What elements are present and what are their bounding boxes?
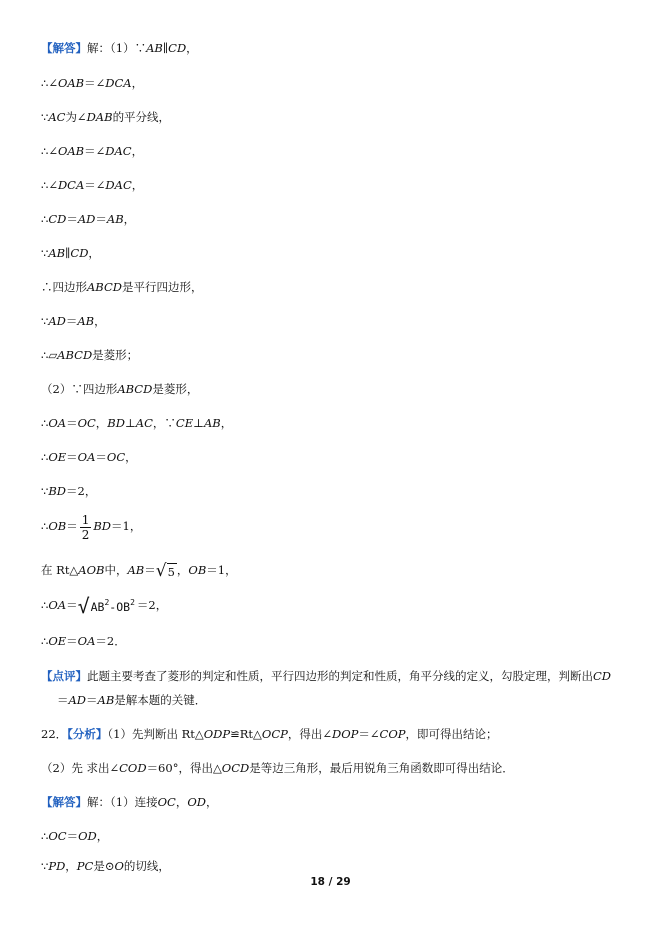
answer-tag-2: 【解答】 (41, 795, 87, 809)
solution-line-2: ∴∠OAB＝∠DCA， (41, 76, 144, 90)
solution-line-4: ∴∠OAB＝∠DAC， (41, 144, 144, 158)
solution-line-5: ∴∠DCA＝∠DAC， (41, 178, 144, 192)
solution-line-3: ∵AC为∠DAB的平分线， (41, 110, 171, 124)
q22-answer-line-2: ∴OC＝OD， (41, 829, 109, 843)
comment-line-1: 【点评】此题主要考查了菱形的判定和性质，平行四边形的判定和性质，角平分线的定义，勾股定理，判断出CD (41, 669, 612, 683)
q22-analysis-line-2: （2）先 求出∠COD＝60°，得出△OCD是等边三角形，最后用锐角三角函数即可得出结论． (41, 761, 514, 775)
solution-line-oe: ∴OE＝OA＝2． (41, 634, 126, 648)
solution-line-7: ∵AB∥CD， (41, 246, 100, 260)
solution-line-8: ∴四边形ABCD是平行四边形， (41, 280, 203, 294)
comment-tag: 【点评】 (41, 669, 87, 683)
comment-line-2: ＝AD＝AB是解本题的关键． (57, 693, 207, 707)
solution-line-rt: 在 Rt△AOB中，AB＝ √ 5 ，OB＝1， (41, 561, 237, 581)
solution-line-12: ∴OA＝OC，BD⊥AC，∵CE⊥AB， (41, 416, 233, 430)
fraction-one-half: $\frac{1}{2}$ (81, 512, 90, 542)
q22-answer-line-1: 【解答】解：（1）连接OC，OD， (41, 795, 218, 809)
solution-line-ob: ∴OB＝ $\frac{1}{2}$ BD＝1， (41, 512, 142, 542)
solution-line-10: ∴▱ABCD是菱形； (41, 348, 139, 362)
solution-line-6: ∴CD＝AD＝AB， (41, 212, 136, 226)
solution-line-9: ∵AD＝AB， (41, 314, 106, 328)
analysis-tag: 【分析】 (67, 727, 108, 741)
solution-line-oa: ∴OA＝ √ $AB^2-OB^2$ ＝2， (41, 594, 168, 618)
sqrt-five: √ 5 (155, 561, 175, 581)
q22-answer-line-3: ∵PD，PC是⊙O的切线， (41, 859, 170, 873)
q22-analysis-line-1: 22．【分析】（1）先判断出 Rt△ODP≌Rt△OCP，得出∠DOP＝∠COP，即可得出结论； (41, 727, 498, 741)
solution-line-1: 【解答】解：（1）∵AB∥CD， (41, 41, 198, 55)
sqrt-ab-ob: √ $AB^2-OB^2$ (77, 594, 135, 618)
solution-line-14: ∵BD＝2， (41, 484, 97, 498)
answer-tag: 【解答】 (41, 41, 87, 55)
solution-line-13: ∴OE＝OA＝OC， (41, 450, 137, 464)
solution-line-11: （2）∵四边形ABCD是菱形， (41, 382, 199, 396)
page-number: 18 / 29 (310, 876, 351, 888)
